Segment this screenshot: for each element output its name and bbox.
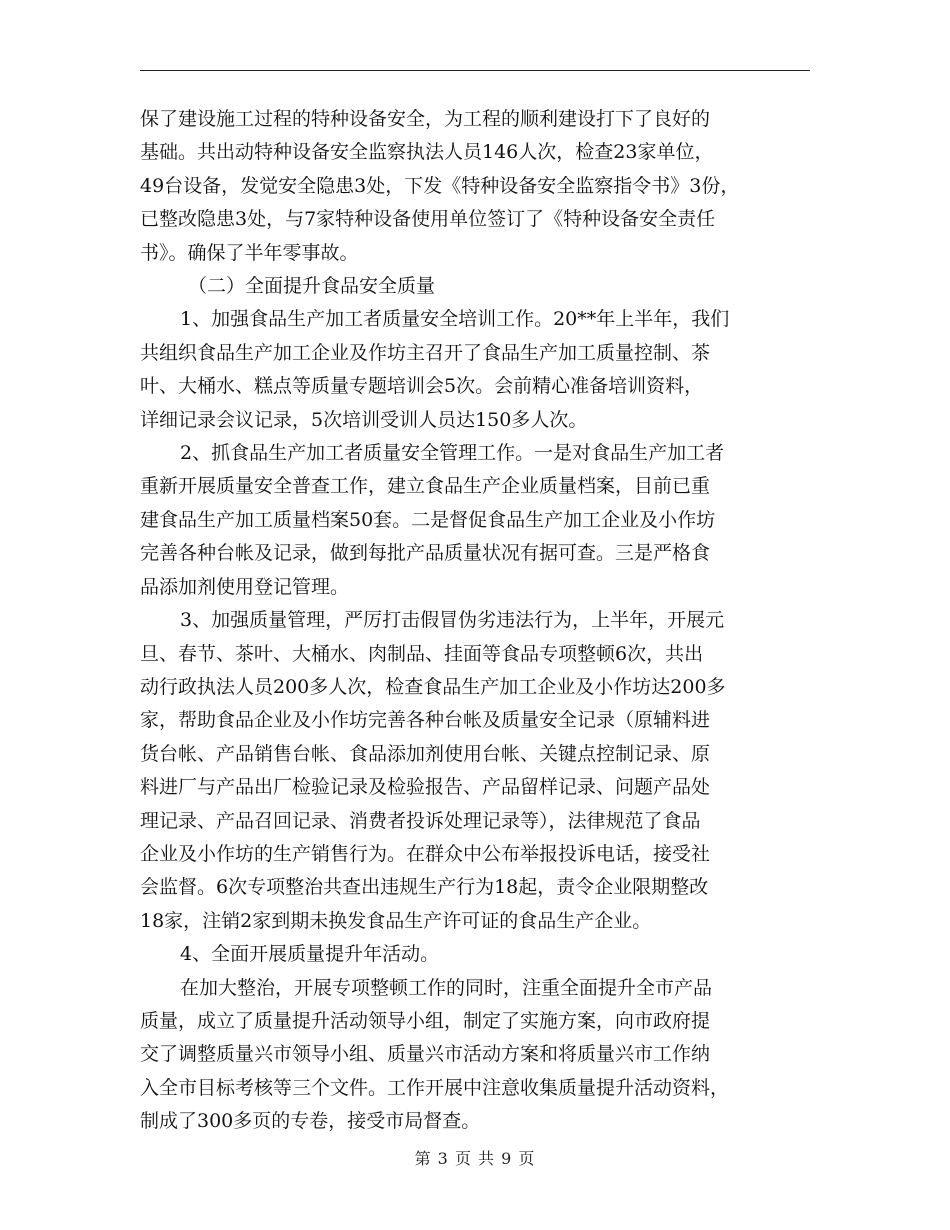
text-line: 2、抓食品生产加工者质量安全管理工作。一是对食品生产加工者: [180, 442, 725, 465]
text-line: 料进厂与产品出厂检验记录及检验报告、产品留样记录、问题产品处: [140, 776, 711, 799]
paragraph-training: [140, 303, 810, 437]
document-body: [140, 103, 810, 1139]
text-line: 会监督。6次专项整治共查出违规生产行为18起，责令企业限期整改: [140, 876, 709, 899]
text-line: 企业及小作坊的生产销售行为。在群众中公布举报投诉电话，接受社: [140, 842, 711, 865]
text-line: 基础。共出动特种设备安全监察执法人员146人次，检查23家单位，: [140, 141, 714, 164]
text-line: 制成了300多页的专卷，接受市局督查。: [140, 1110, 481, 1133]
text-line: 3、加强质量管理，严厉打击假冒伪劣违法行为，上半年，开展元: [180, 609, 725, 632]
text-line: 完善各种台帐及记录，做到每批产品质量状况有据可查。三是严格食: [140, 542, 711, 565]
paragraph-quality-year: [140, 938, 810, 971]
text-line: 家，帮助食品企业及小作坊完善各种台帐及质量安全记录（原辅料进: [140, 709, 711, 732]
section-heading-text: （二）全面提升食品安全质量: [188, 275, 436, 298]
paragraph-management: [140, 437, 810, 604]
page-number: 第 3 页 共 9 页: [414, 1149, 536, 1168]
paragraph-special-equipment: [140, 103, 810, 270]
text-line: 书》。确保了半年零事故。: [140, 241, 359, 264]
text-line: 详细记录会议记录，5次培训受训人员达150多人次。: [140, 408, 588, 431]
text-line: 已整改隐患3处，与7家特种设备使用单位签订了《特种设备安全责任: [140, 208, 716, 231]
text-line: 保了建设施工过程的特种设备安全，为工程的顺利建设打下了良好的: [140, 108, 711, 130]
text-line: 入全市目标考核等三个文件。工作开展中注意收集质量提升活动资料，: [140, 1076, 730, 1099]
text-line: 叶、大桶水、糕点等质量专题培训会5次。会前精心准备培训资料，: [140, 375, 704, 398]
text-line: 4、全面开展质量提升年活动。: [180, 943, 440, 966]
text-line: 理记录、产品召回记录、消费者投诉处理记录等），法律规范了食品: [140, 809, 701, 832]
section-heading: [140, 270, 810, 303]
text-line: 在加大整治，开展专项整顿工作的同时，注重全面提升全市产品: [180, 976, 713, 999]
text-line: 动行政执法人员200多人次，检查食品生产加工企业及小作坊达200多: [140, 675, 726, 698]
header-rule: [140, 70, 810, 71]
text-line: 质量，成立了质量提升活动领导小组，制定了实施方案，向市政府提: [140, 1009, 711, 1032]
text-line: 旦、春节、茶叶、大桶水、肉制品、挂面等食品专项整顿6次，共出: [140, 642, 704, 665]
text-line: 交了调整质量兴市领导小组、质量兴市活动方案和将质量兴市工作纳: [140, 1043, 711, 1066]
paragraph-enforcement: [140, 604, 810, 938]
text-line: 建食品生产加工质量档案50套。二是督促食品生产加工企业及小作坊: [140, 508, 716, 531]
text-line: 1、加强食品生产加工者质量安全培训工作。20**年上半年，我们: [180, 308, 730, 331]
text-line: 18家，注销2家到期未换发食品生产许可证的食品生产企业。: [140, 909, 652, 932]
text-line: 重新开展质量安全普查工作，建立食品生产企业质量档案，目前已重: [140, 475, 711, 498]
text-line: 49台设备，发觉安全隐患3处，下发《特种设备安全监察指令书》3份，: [140, 174, 740, 197]
text-line: 货台帐、产品销售台帐、食品添加剂使用台帐、关键点控制记录、原: [140, 742, 711, 765]
text-line: 品添加剂使用登记管理。: [140, 575, 350, 598]
text-line: 共组织食品生产加工企业及作坊主召开了食品生产加工质量控制、茶: [140, 341, 711, 364]
paragraph-quality-upgrade: [140, 972, 810, 1139]
